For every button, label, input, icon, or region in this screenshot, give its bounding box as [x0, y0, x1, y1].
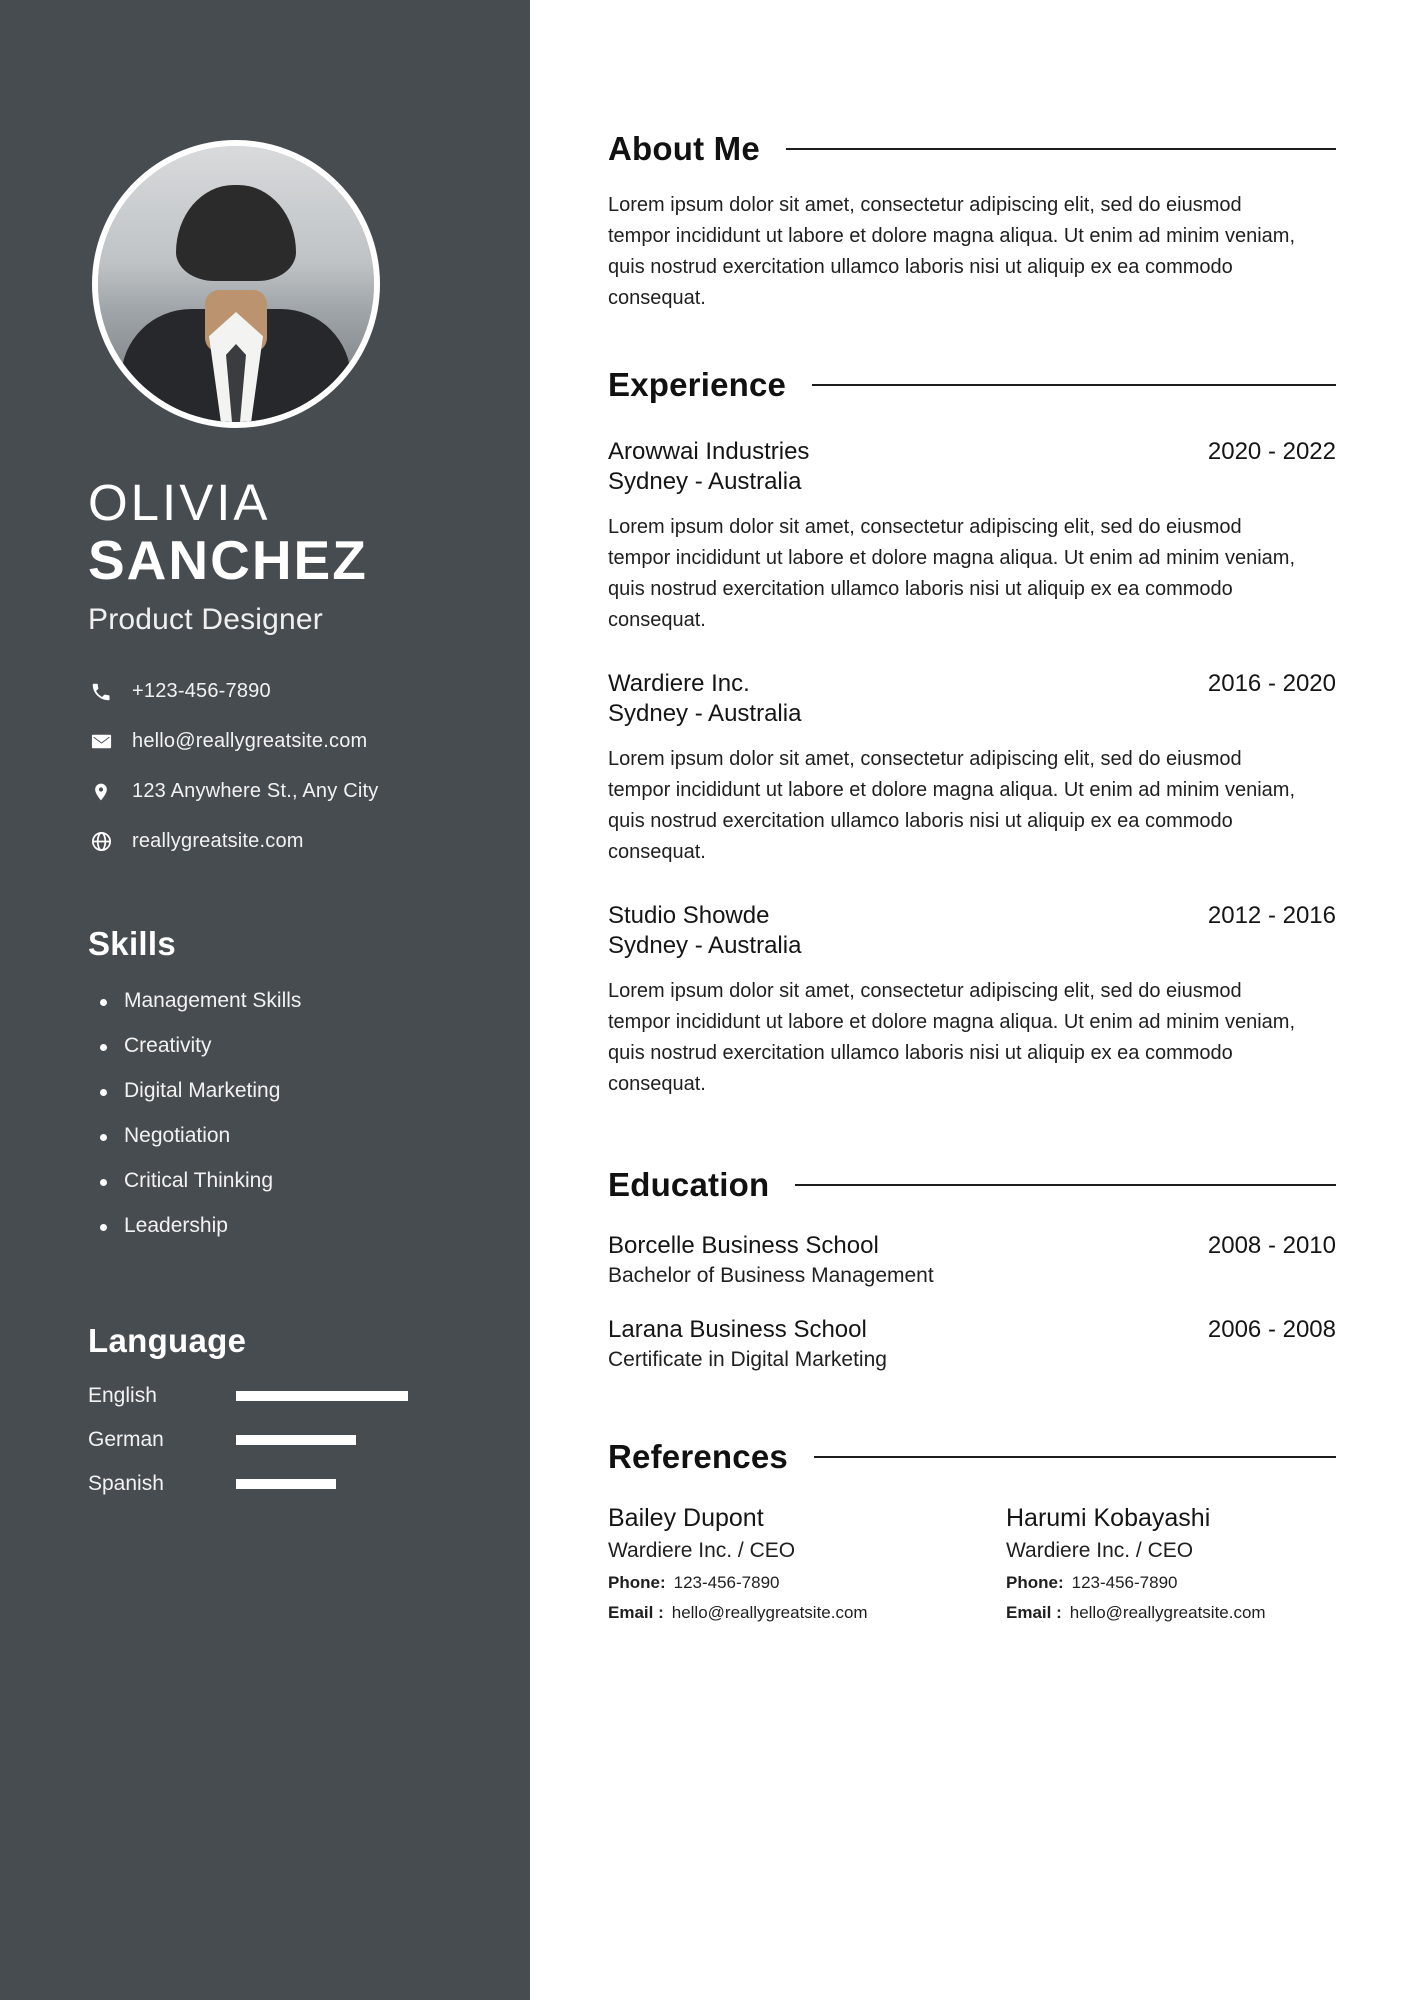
- list-item: Negotiation: [88, 1124, 470, 1148]
- first-name: OLIVIA: [88, 474, 271, 531]
- skills-section: [88, 925, 470, 1238]
- language-level-fill: [236, 1391, 408, 1401]
- main-content: [530, 0, 1414, 2000]
- reference-email-value: hello@reallygreatsite.com: [671, 1603, 868, 1622]
- contact-email-text: hello@reallygreatsite.com: [132, 730, 368, 753]
- language-level-bar: [236, 1435, 408, 1445]
- section-divider: [795, 1184, 1336, 1186]
- experience-location: Sydney - Australia: [608, 468, 802, 495]
- references-section: [608, 1438, 1336, 1623]
- location-icon: [88, 779, 114, 805]
- phone-icon: [88, 679, 114, 705]
- education-item-header: [608, 1232, 1336, 1260]
- experience-description: Lorem ipsum dolor sit amet, consectetur adipiscing elit, sed do eiusmod tempor incididunt ut labore et dolore magna aliqua. Ut enim ad minim veniam, quis nostrud exercitation ullamco laboris nisi ut aliquip ex ea commodo consequat.: [608, 980, 1296, 1095]
- contact-address[interactable]: [88, 779, 470, 805]
- experience-description: Lorem ipsum dolor sit amet, consectetur adipiscing elit, sed do eiusmod tempor incididunt ut labore et dolore magna aliqua. Ut enim ad minim veniam, quis nostrud exercitation ullamco laboris nisi ut aliquip ex ea commodo consequat.: [608, 516, 1296, 631]
- contact-phone-text: +123-456-7890: [132, 680, 271, 703]
- reference-role: Wardiere Inc. / CEO: [1006, 1539, 1194, 1562]
- section-divider: [812, 384, 1336, 386]
- reference-phone-label: Phone:: [1006, 1573, 1064, 1592]
- list-item: Digital Marketing: [88, 1079, 470, 1103]
- experience-item: [608, 438, 1336, 636]
- section-divider: [814, 1456, 1336, 1458]
- contact-website-text: reallygreatsite.com: [132, 830, 304, 853]
- language-level-bar: [236, 1391, 408, 1401]
- email-icon: [88, 729, 114, 755]
- section-divider: [786, 148, 1336, 150]
- experience-company: Studio Showde: [608, 902, 770, 929]
- language-row: [88, 1472, 470, 1496]
- language-label: German: [88, 1427, 164, 1451]
- experience-years: 2012 - 2016: [1207, 902, 1336, 929]
- education-section: [608, 1166, 1336, 1372]
- list-item: Management Skills: [88, 989, 470, 1013]
- reference-name: Harumi Kobayashi: [1006, 1504, 1211, 1532]
- language-title: Language: [88, 1321, 247, 1359]
- list-item: Critical Thinking: [88, 1169, 470, 1193]
- contact-email[interactable]: [88, 729, 470, 755]
- education-item: [608, 1232, 1336, 1288]
- education-years: 2008 - 2010: [1207, 1232, 1336, 1259]
- about-text: Lorem ipsum dolor sit amet, consectetur adipiscing elit, sed do eiusmod tempor incididunt ut labore et dolore magna aliqua. Ut enim ad minim veniam, quis nostrud exercitation ullamco laboris nisi ut aliquip ex ea commodo consequat.: [608, 194, 1296, 309]
- language-list: [88, 1384, 470, 1496]
- experience-company: Arowwai Industries: [608, 438, 810, 465]
- experience-location: Sydney - Australia: [608, 932, 802, 959]
- reference-name: Bailey Dupont: [608, 1504, 764, 1532]
- reference-phone-value: 123-456-7890: [1071, 1573, 1178, 1592]
- list-item: Leadership: [88, 1214, 470, 1238]
- experience-item-header: [608, 438, 1336, 466]
- reference-phone-row: [608, 1573, 938, 1593]
- reference-email-row: [608, 1603, 938, 1623]
- reference-phone-row: [1006, 1573, 1336, 1593]
- contact-address-text: 123 Anywhere St., Any City: [132, 780, 379, 803]
- experience-item: [608, 902, 1336, 1100]
- avatar: [92, 140, 380, 428]
- sidebar: [0, 0, 530, 2000]
- experience-item-header: [608, 670, 1336, 698]
- language-label: English: [88, 1383, 157, 1407]
- education-degree: Certificate in Digital Marketing: [608, 1348, 887, 1371]
- language-level-fill: [236, 1479, 336, 1489]
- reference-email-row: [1006, 1603, 1336, 1623]
- reference-role: Wardiere Inc. / CEO: [608, 1539, 796, 1562]
- education-school: Larana Business School: [608, 1316, 867, 1343]
- experience-heading: [608, 366, 1336, 404]
- education-title: Education: [608, 1166, 770, 1203]
- experience-years: 2016 - 2020: [1207, 670, 1336, 697]
- education-degree: Bachelor of Business Management: [608, 1264, 934, 1287]
- last-name: SANCHEZ: [88, 529, 368, 592]
- contact-phone[interactable]: [88, 679, 470, 705]
- reference-email-label: Email :: [1006, 1603, 1062, 1622]
- language-row: [88, 1384, 470, 1408]
- experience-company: Wardiere Inc.: [608, 670, 750, 697]
- reference-phone-value: 123-456-7890: [673, 1573, 780, 1592]
- references-title: References: [608, 1438, 788, 1475]
- reference-email-value: hello@reallygreatsite.com: [1069, 1603, 1266, 1622]
- reference-phone-label: Phone:: [608, 1573, 666, 1592]
- globe-icon: [88, 829, 114, 855]
- language-level-bar: [236, 1479, 408, 1489]
- list-item: Creativity: [88, 1034, 470, 1058]
- contact-website[interactable]: [88, 829, 470, 855]
- reference-email-label: Email :: [608, 1603, 664, 1622]
- skills-list: [88, 989, 470, 1238]
- job-title: Product Designer: [88, 602, 323, 636]
- experience-item-header: [608, 902, 1336, 930]
- language-label: Spanish: [88, 1471, 164, 1495]
- contact-list: [88, 679, 470, 855]
- experience-section: [608, 366, 1336, 1100]
- language-level-fill: [236, 1435, 356, 1445]
- language-row: [88, 1428, 470, 1452]
- reference-item: [1006, 1504, 1336, 1623]
- experience-title: Experience: [608, 366, 787, 403]
- reference-item: [608, 1504, 938, 1623]
- experience-description: Lorem ipsum dolor sit amet, consectetur adipiscing elit, sed do eiusmod tempor incididunt ut labore et dolore magna aliqua. Ut enim ad minim veniam, quis nostrud exercitation ullamco laboris nisi ut aliquip ex ea commodo consequat.: [608, 748, 1296, 863]
- about-heading: [608, 130, 1336, 168]
- language-section: [88, 1322, 470, 1496]
- about-title: About Me: [608, 130, 760, 167]
- education-item: [608, 1316, 1336, 1372]
- education-item-header: [608, 1316, 1336, 1344]
- education-years: 2006 - 2008: [1207, 1316, 1336, 1343]
- experience-location: Sydney - Australia: [608, 700, 802, 727]
- experience-item: [608, 670, 1336, 868]
- education-heading: [608, 1166, 1336, 1204]
- skills-title: Skills: [88, 924, 177, 962]
- experience-years: 2020 - 2022: [1207, 438, 1336, 465]
- references-heading: [608, 1438, 1336, 1476]
- references-grid: [608, 1504, 1336, 1623]
- education-school: Borcelle Business School: [608, 1232, 879, 1259]
- about-section: [608, 130, 1336, 314]
